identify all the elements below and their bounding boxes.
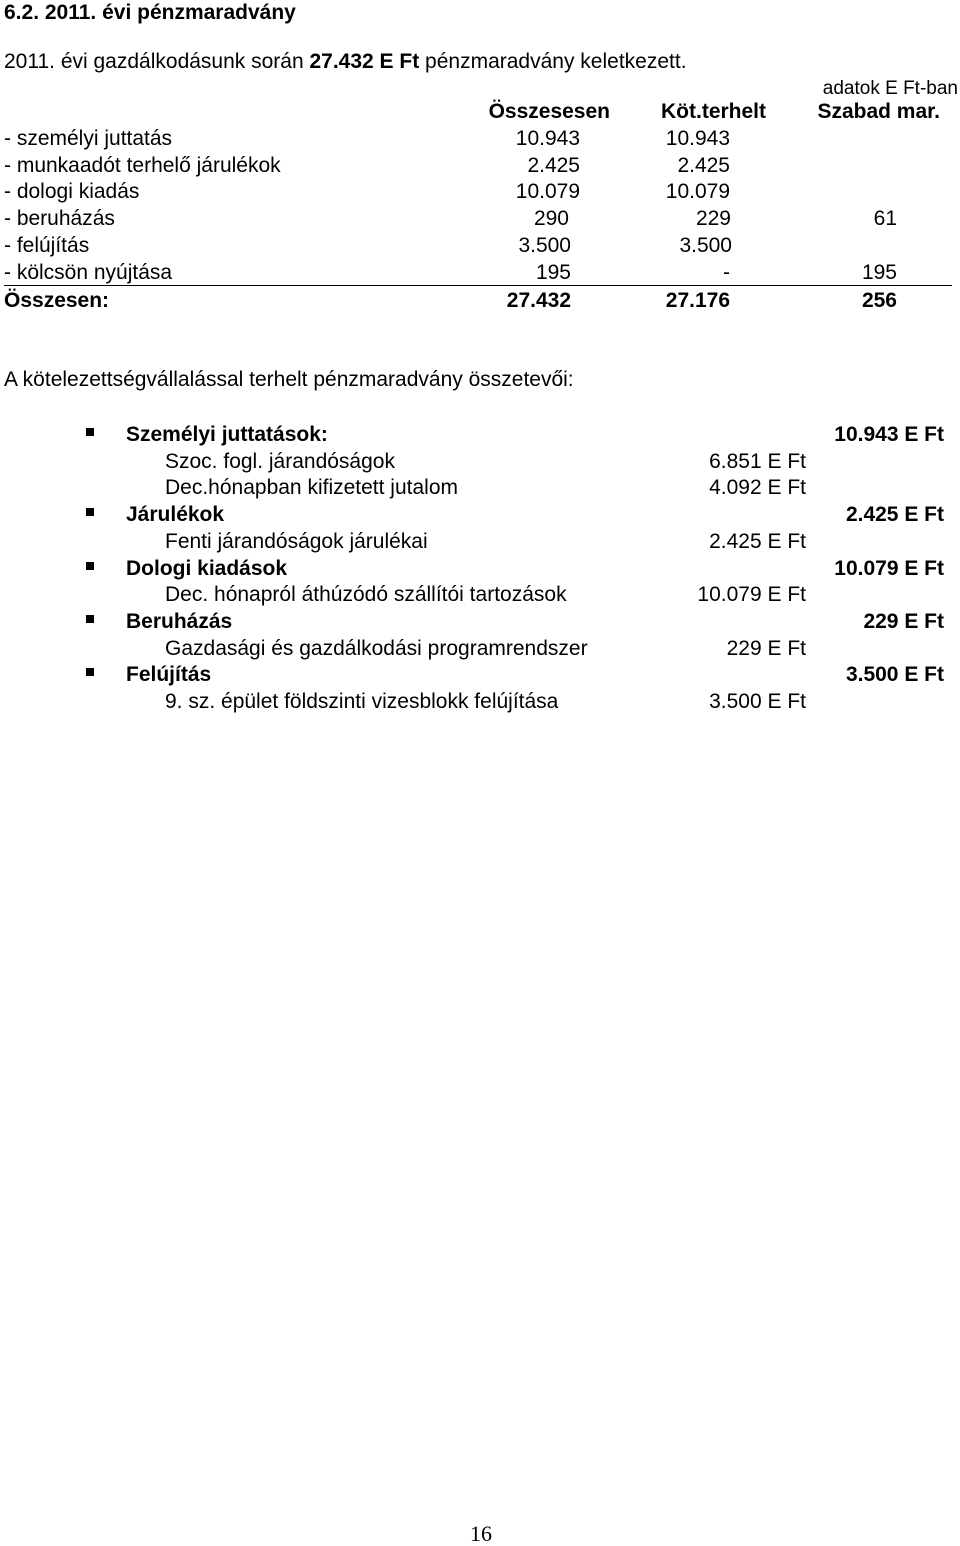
category-title: Járulékok: [126, 503, 225, 526]
category-amount: 10.079 E Ft: [834, 557, 944, 580]
item-label: Szoc. fogl. járandóságok: [165, 450, 395, 473]
totals-szabad: 256: [861, 289, 897, 312]
category-amount: 3.500 E Ft: [845, 663, 944, 686]
row-label: - beruházás: [4, 207, 115, 230]
row-osszes: 3.500: [518, 234, 571, 257]
row-szabad: 195: [861, 261, 897, 284]
item-amount: 3.500 E Ft: [709, 690, 806, 713]
totals-label: Összesen:: [4, 289, 110, 312]
page-number: 16: [470, 1521, 492, 1546]
row-osszes: 10.079: [515, 180, 580, 203]
category-title: Dologi kiadások: [126, 557, 288, 580]
item-amount: 229 E Ft: [726, 637, 806, 660]
row-label: - munkaadót terhelő járulékok: [4, 154, 281, 177]
totals-osszes: 27.432: [506, 289, 571, 312]
item-label: 9. sz. épület földszinti vizesblokk felújítása: [165, 690, 559, 713]
row-label: - dologi kiadás: [4, 180, 140, 203]
row-kot: 10.079: [665, 180, 730, 203]
item-label: Gazdasági és gazdálkodási programrendszer: [165, 637, 588, 660]
unit-note: adatok E Ft-ban: [822, 78, 958, 99]
item-label: Dec. hónapról áthúzódó szállítói tartozások: [165, 583, 567, 606]
item-amount: 2.425 E Ft: [709, 530, 806, 553]
category-title: Beruházás: [126, 610, 233, 633]
square-bullet-icon: [86, 668, 94, 676]
components-title: A kötelezettségvállalással terhelt pénzmaradvány összetevői:: [4, 368, 574, 391]
category-amount: 2.425 E Ft: [845, 503, 944, 526]
item-amount: 10.079 E Ft: [697, 583, 806, 606]
row-osszes: 10.943: [515, 127, 580, 150]
totals-kot: 27.176: [665, 289, 730, 312]
square-bullet-icon: [86, 562, 94, 570]
row-kot: 2.425: [677, 154, 730, 177]
square-bullet-icon: [86, 428, 94, 436]
row-label: - személyi juttatás: [4, 127, 173, 150]
totals-divider: [4, 285, 952, 286]
intro-amount: 27.432 E Ft: [309, 50, 420, 73]
row-kot: -: [723, 261, 730, 284]
item-amount: 6.851 E Ft: [709, 450, 806, 473]
row-kot: 10.943: [665, 127, 730, 150]
row-osszes: 2.425: [527, 154, 580, 177]
item-label: Fenti járandóságok járulékai: [165, 530, 428, 553]
row-kot: 229: [695, 207, 731, 230]
row-szabad: 61: [873, 207, 897, 230]
row-label: - felújítás: [4, 234, 90, 257]
square-bullet-icon: [86, 615, 94, 623]
intro-sentence: [4, 51, 687, 72]
row-osszes: 290: [533, 207, 569, 230]
header-osszesesen: Összesesen: [488, 100, 610, 123]
header-kot-terhelt: Köt.terhelt: [661, 100, 766, 123]
category-title: Személyi juttatások:: [126, 423, 328, 446]
category-title: Felújítás: [126, 663, 212, 686]
header-szabad-mar: Szabad mar.: [817, 100, 940, 123]
row-osszes: 195: [535, 261, 571, 284]
row-label: - kölcsön nyújtása: [4, 261, 173, 284]
category-amount: 229 E Ft: [863, 610, 944, 633]
row-kot: 3.500: [679, 234, 732, 257]
category-amount: 10.943 E Ft: [834, 423, 944, 446]
item-amount: 4.092 E Ft: [709, 476, 806, 499]
intro-text-after: pénzmaradvány keletkezett.: [419, 50, 687, 73]
intro-text-before: 2011. évi gazdálkodásunk során: [4, 50, 310, 73]
item-label: Dec.hónapban kifizetett jutalom: [165, 476, 459, 499]
square-bullet-icon: [86, 508, 94, 516]
section-heading: 6.2. 2011. évi pénzmaradvány: [4, 1, 296, 24]
